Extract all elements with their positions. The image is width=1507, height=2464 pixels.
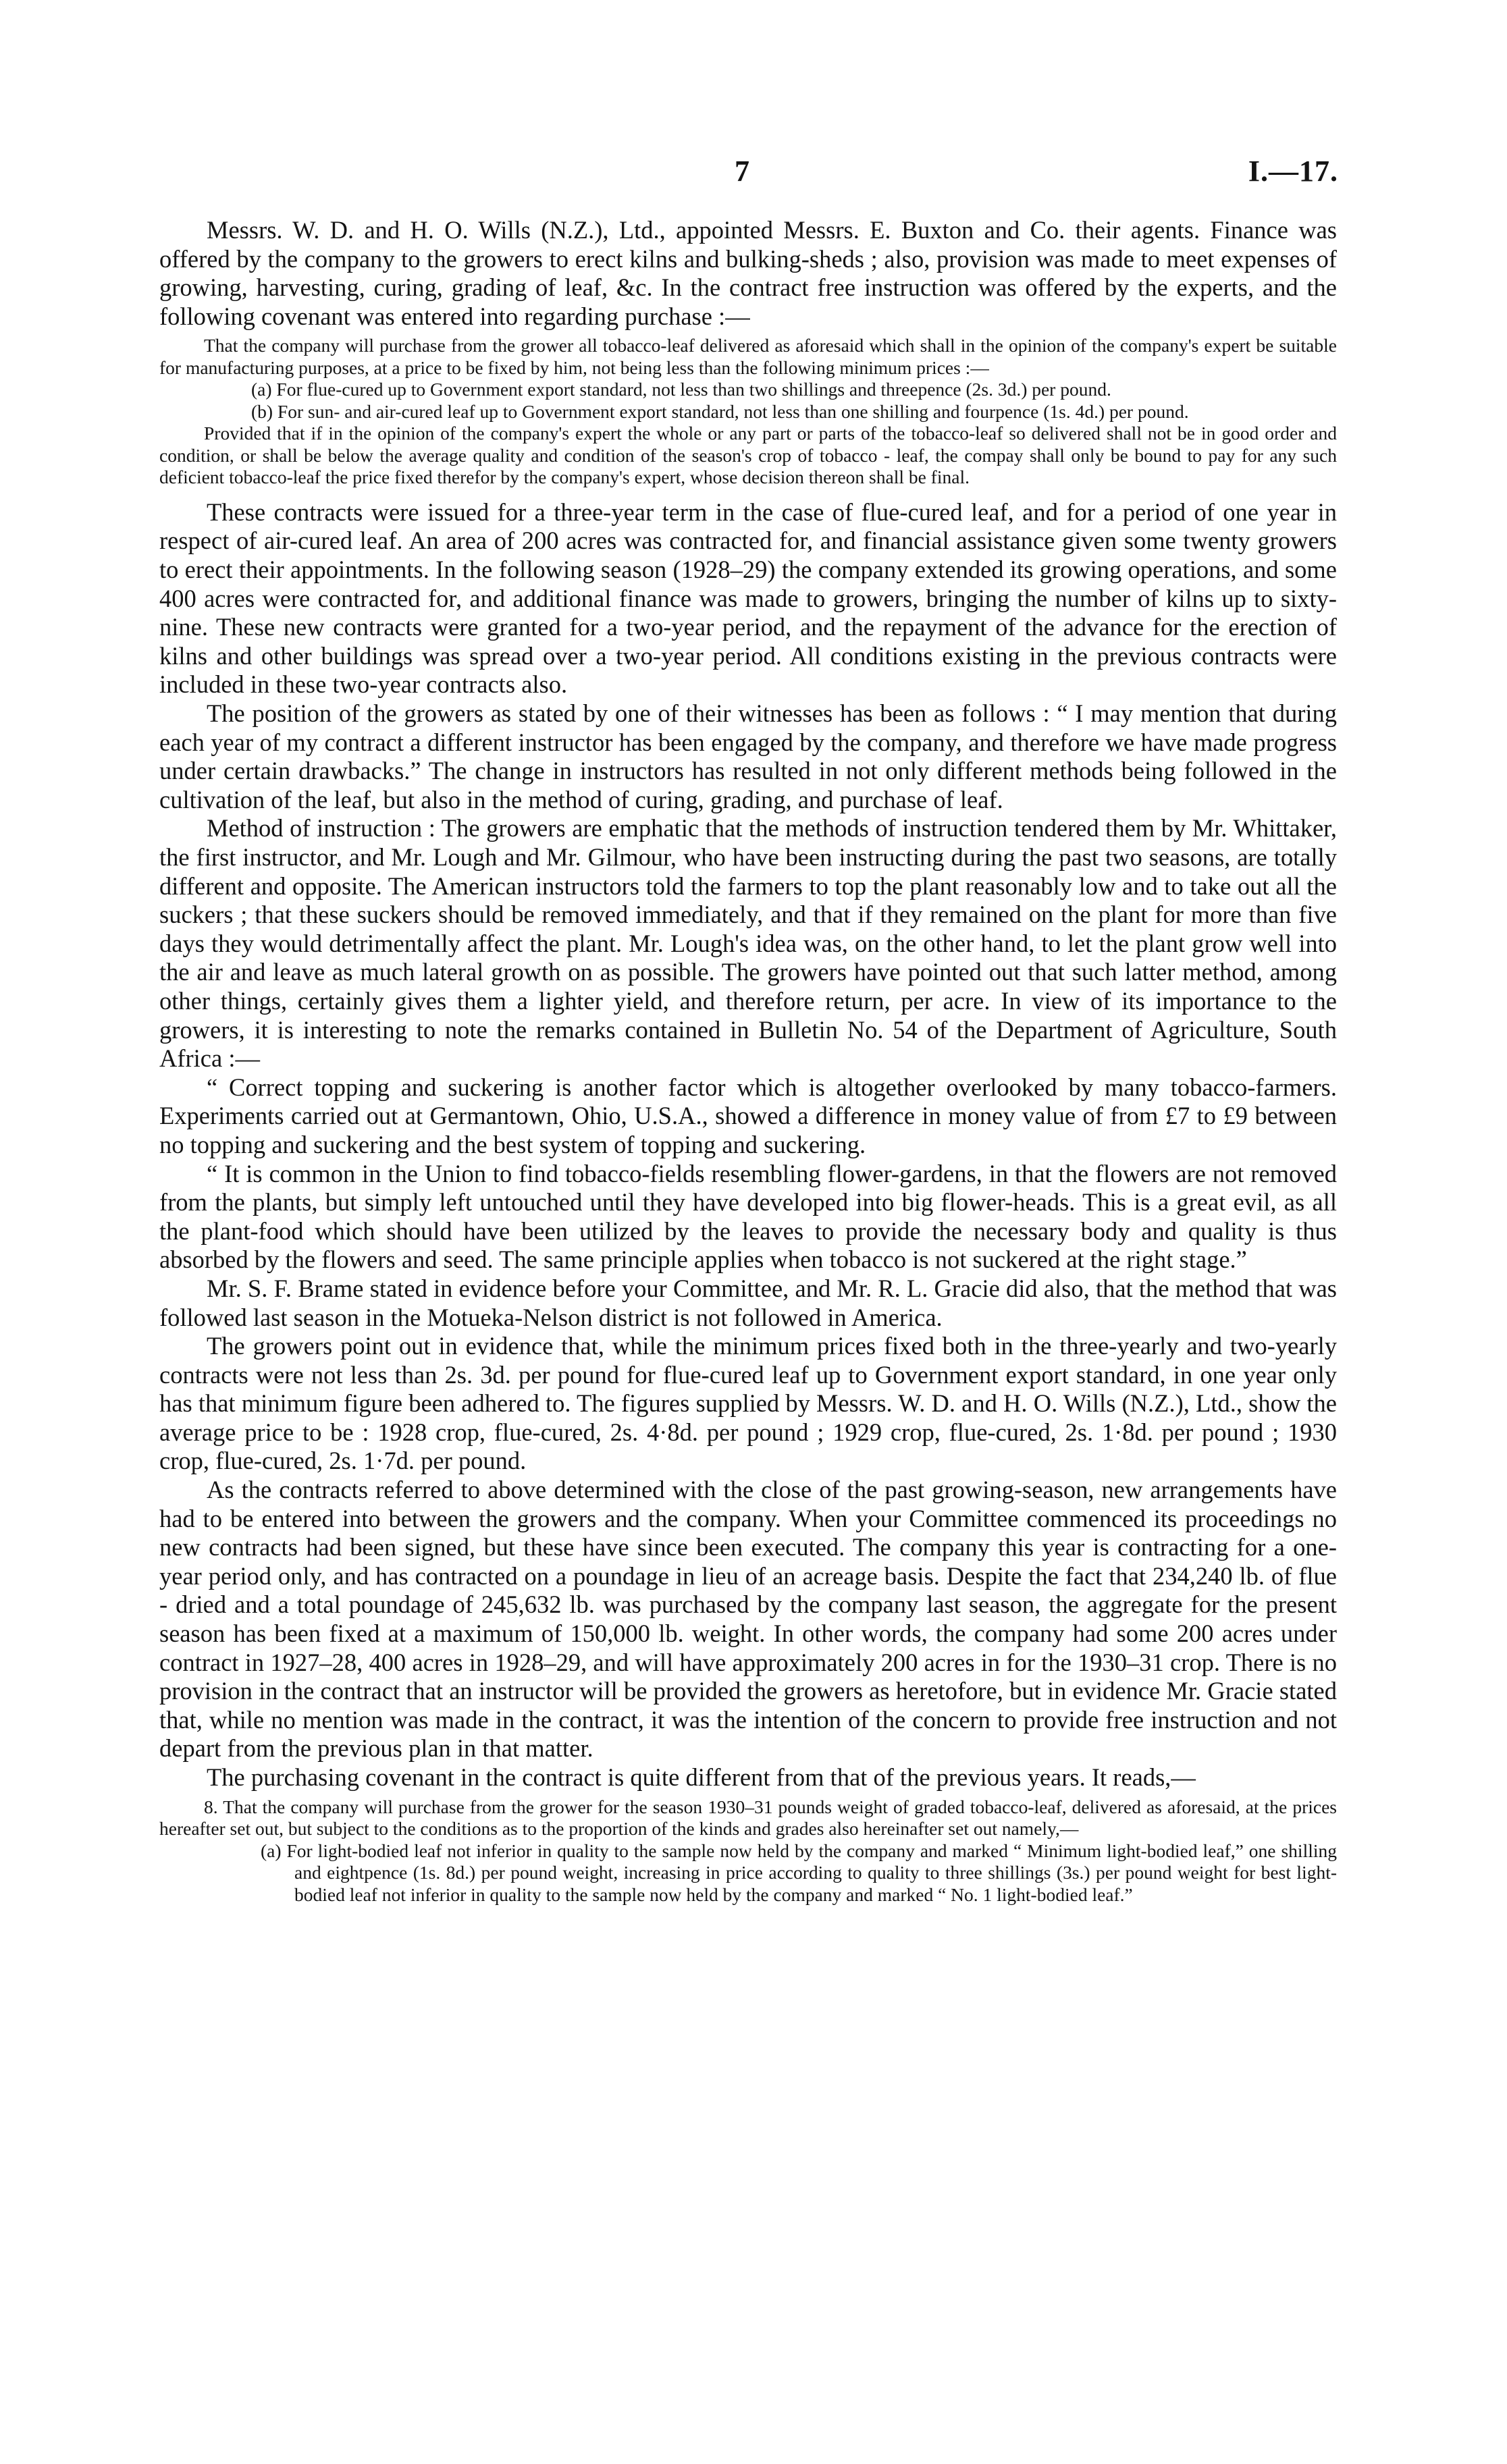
- quote-topping-suckering: “ Correct topping and suckering is another factor which is altogether overlooked by many tobacco-farmers. Experiments carried out at Germantown, Ohio, U.S.A., showed a difference in money value of from £7 to £9 between no topping and suckering and the best system of topping and suckering.: [159, 1073, 1337, 1158]
- paragraph-new-arrangements: As the contracts referred to above determined with the close of the past growing-season, new arrangements have had to be entered into between the growers and the company. When your Committee commenced its proceedings no new contracts had been signed, but these have since been executed. The company this year is contracting for a one-year period only, and has contracted on a poundage in lieu of an acreage basis. Despite the fact that 234,240 lb. of flue - dried and a total poundage of 245,632 lb. was purchased by the company last season, the aggregate for the present season has been fixed at a maximum of 150,000 lb. weight. In other words, the company had some 200 acres under contract in 1927–28, 400 acres in 1928–29, and will have approximately 200 acres in for the 1930–31 crop. There is no provision in the contract that an instructor will be provided the growers as heretofore, but in evidence Mr. Gracie stated that, while no mention was made in the contract, it was the intention of the concern to provide free instruction and not depart from the previous plan in that matter.: [159, 1476, 1337, 1763]
- paragraph-purchasing-covenant: The purchasing covenant in the contract is quite different from that of the previous years. It reads,—: [207, 1763, 1196, 1791]
- contract-clause-8-item-a: (a) For light-bodied leaf not inferior in quality to the sample now held by the company and marked “ Minimum light-bodied leaf,” one shilling and eightpence (1s. 8d.) per pound weight, increasing in price according to quality to three shillings (3s.) per pound weight for best light-bodied leaf not inferior in quality to the sample now held by the company and marked “ No. 1 light-bodied leaf.”: [261, 1840, 1337, 1905]
- quote-tobacco-fields: “ It is common in the Union to find tobacco-fields resembling flower-gardens, in that the flowers are not removed from the plants, but simply left untouched until they have developed into big flower-heads. This is a great evil, as all the plant-food which should have been utilized by the leaves to provide the necessary body and quality is thus absorbed by the flowers and seed. The same principle applies when tobacco is not suckered at the right stage.”: [159, 1159, 1337, 1274]
- contract-clause-8: 8. That the company will purchase from the grower for the season 1930–31 pounds weight of graded tobacco-leaf, delivered as aforesaid, at the prices hereafter set out, but subject to the conditions as to the proportion of the kinds and grades also hereinafter set out namely,—: [159, 1796, 1337, 1840]
- paragraph-brame-evidence: Mr. S. F. Brame stated in evidence before your Committee, and Mr. R. L. Gracie did also, that the method that was followed last season in the Motueka-Nelson district is not followed in America.: [159, 1274, 1337, 1331]
- covenant-quote: That the company will purchase from the grower all tobacco-leaf delivered as aforesaid which shall in the opinion of the company's expert be suitable for manufacturing purposes, at a price to be fixed by him, not being less than the following minimum prices :—: [159, 335, 1337, 378]
- covenant-item-a: (a) For flue-cured up to Government export standard, not less than two shillings and threepence (2s. 3d.) per pound.: [251, 379, 1111, 400]
- paragraph-minimum-prices: The growers point out in evidence that, while the minimum prices fixed both in the three-yearly and two-yearly contracts were not less than 2s. 3d. per pound for flue-cured leaf up to Government export standard, in one year only has that minimum figure been adhered to. The figures supplied by Messrs. W. D. and H. O. Wills (N.Z.), Ltd., show the average price to be : 1928 crop, flue-cured, 2s. 4·8d. per pound ; 1929 crop, flue-cured, 2s. 1·8d. per pound ; 1930 crop, flue-cured, 2s. 1·7d. per pound.: [159, 1332, 1337, 1475]
- covenant-item-b: (b) For sun- and air-cured leaf up to Government export standard, not less than one shilling and fourpence (1s. 4d.) per pound.: [251, 400, 1189, 422]
- paragraph-contract-terms: These contracts were issued for a three-year term in the case of flue-cured leaf, and for a period of one year in respect of air-cured leaf. An area of 200 acres was contracted for, and financial assistance given some twenty growers to erect their appointments. In the following season (1928–29) the company extended its growing operations, and some 400 acres were contracted for, and additional finance was made to growers, bringing the number of kilns up to sixty-nine. These new contracts were granted for a two-year period, and the repayment of the advance for the erection of kilns and other buildings was spread over a two-year period. All conditions existing in the previous contracts were included in these two-year contracts also.: [159, 498, 1337, 699]
- document-reference: I.—17.: [1248, 155, 1338, 188]
- covenant-proviso: Provided that if in the opinion of the company's expert the whole or any part or parts of the tobacco-leaf so delivered shall not be in good order and condition, or shall be below the average quality and condition of the season's crop of tobacco - leaf, the compay shall only be bound to pay for any such deficient tobacco-leaf the price fixed therefor by the company's expert, whose decision thereon shall be final.: [159, 423, 1337, 488]
- page-body: [159, 216, 1337, 1906]
- page-header: [0, 154, 1507, 201]
- paragraph-method-of-instruction: Method of instruction : The growers are emphatic that the methods of instruction tendered them by Mr. Whittaker, the first instructor, and Mr. Lough and Mr. Gilmour, who have been instructing during the past two seasons, are totally different and opposite. The American instructors told the farmers to top the plant reasonably low and to take out all the suckers ; that these suckers should be removed immediately, and that if they remained on the plant for more than five days they would detrimentally affect the plant. Mr. Lough's idea was, on the other hand, to let the plant grow well into the air and leave as much lateral growth on as possible. The growers have pointed out that such latter method, among other things, certainly gives them a lighter yield, and therefore return, per acre. In view of its importance to the growers, it is interesting to note the remarks contained in Bulletin No. 54 of the Department of Agriculture, South Africa :—: [159, 814, 1337, 1073]
- page-number: 7: [735, 155, 749, 188]
- paragraph-growers-position: The position of the growers as stated by one of their witnesses has been as follows : “ I may mention that during each year of my contract a different instructor has been engaged by the company, and therefore we have made progress under certain drawbacks.” The change in instructors has resulted in not only different methods being followed in the cultivation of the leaf, but also in the method of curing, grading, and purchase of leaf.: [159, 699, 1337, 813]
- paragraph-agents: Messrs. W. D. and H. O. Wills (N.Z.), Ltd., appointed Messrs. E. Buxton and Co. their agents. Finance was offered by the company to the growers to erect kilns and bulking-sheds ; also, provision was made to meet expenses of growing, harvesting, curing, grading of leaf, &c. In the contract free instruction was offered by the experts, and the following covenant was entered into regarding purchase :—: [159, 216, 1337, 330]
